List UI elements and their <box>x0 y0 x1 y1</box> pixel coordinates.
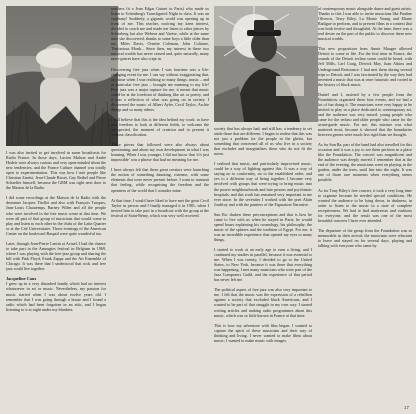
paragraph: I started to work at an early age to earn a living, and I continued my studies in parallel, because it was essential to me. When I was twenty, I decided to go to the United States, to New York, because it was there that everything was happening. I met many musicians who were part of the Jazz Composers Guild, and the experience of that period has never left me. <box>214 246 312 283</box>
paragraph: This new proposition from Annie Mauger allowed Detroit to come to life. For the first time in France, the sounds of the Detroit techno scene could be heard, with Jeff Mills, Carl Craig, Derrick May, Juan Atkins and Underground Resistance. I had met them during several trips to Detroit, and I was fascinated by the way they had invented a music that was at once futuristic and rooted in the history of black music. <box>318 46 412 87</box>
photo-man-with-hat-image <box>214 6 318 122</box>
paragraph: Daniel and I, assisted by a few people from the Foundation, organised these four events, and we had a lot of fun doing it. The musicians were very happy to be invited to play in a place dedicated to contemporary art, and the audience was very mixed: young people who came for the techno and older people who came for the avant-garde music. For me, this mixture was what mattered most, because it showed that the boundaries between genres were much less rigid than we thought. <box>318 91 412 138</box>
page-number: 17 <box>404 405 409 410</box>
text-column-1 <box>6 150 106 312</box>
paragraph: These pieces that followed were also always about questioning, and about my own development in what I was learning. When I was younger, I did not know that ‘it's just impossible’ was a phrase that had no meaning for me. <box>111 142 209 163</box>
text-column-4 <box>318 6 412 248</box>
paragraph: society that has always had, and still has, a tendency to set aside those that are different. I began to realise that this was not just a problem for the people in the ghetto, but something that concerned all of us who live in a society that excludes and marginalises those who do not fit the norm. <box>214 126 312 157</box>
paragraph: I have always felt that these great creators were launching the notion of something daunting, extreme, with some elements that were never present before. I want to transmit that feeling, while recognising the freedom and the openness of the world that I consider mine. <box>111 167 209 193</box>
paragraph: teachers fit a Jean Edgar Guinet in Paris) who made us listen to Schönberg's Transfigured Night in class. It was an epiphany! Suddenly, a gigantic world was opening up in front of me. This teacher, noticing my keen interest, decided to coach me and made me listen to other pieces by Schönberg but also Webern and Varèse, while at the same time she discovered, thanks to some boys a little older than me, Miles Davis, Ornette Coleman, John Coltrane, Thelonious Monk... Since then, my interest in these two musical worlds has never ceased and, quite naturally, many more genres have also crept in. <box>111 6 209 62</box>
photo-woman-in-grass <box>6 6 118 146</box>
text-column-2 <box>111 6 209 218</box>
paragraph: I did some recordings at the Maison de la Radio with the drummer Jacques Thollot and also with François Tusques, Jean-Louis Chautemps, Barney Wilen and all the people who were involved in the free music scene at that time. We were all part of that group of musicians that would come to play and listen to each other in the clubs of the Latin Quarter or at the Cité Universitaire. Those evenings of the American Center on the boulevard Raspail were quite wonderful too. <box>6 195 106 236</box>
paragraph: of contemporary music alongside dance and guest artists. Thanks to this I was able to invite musicians like Pauline Oliveros, Terry Riley, La Monte Young and Eliane Radigue to perform, and to present films in a context that was both festive and thoughtful. At the time, there was a real desire on the part of the public to discover these new musical worlds. <box>318 6 412 42</box>
paragraph: This is how my adventure with film began. I wanted to capture the spirit of these musicians and their way of thinking and living. I never wanted to make films about music; I wanted to make music with images. <box>214 322 312 343</box>
paragraph: Later, through Jean-Pierre Lentin at Actuel, I had the chance to take part in the Amougies festival in Belgium in 1969, where I was playing with the free-jazz group and sharing the bill with Pink Floyd, Frank Zappa and the Art Ensemble of Chicago. It was there that I understood that rock and free jazz could live together. <box>6 240 106 271</box>
paragraph: As for Tony Riley's free concert, it took a very long time to organise because he needed special conditions. He wanted the audience to be lying down, in darkness, in order to listen to the music in a state of complete receptiveness. We had to find mattresses and cushions for everyone, and the result was one of the most beautiful concerts I have ever attended. <box>318 187 412 223</box>
paragraph: I realised that music, and particularly improvised music, could be a way of fighting against this. It was a way of saying no to conformity, no to the established order, and yes to a different way of being together. I became very involved with groups that were trying to bring music into the poorer neighbourhoods and into prisons and psychiatric hospitals, and this work has remained very important to me ever since. In the seventies I worked with the poet Alain Jouffroy and with the painters of the Figuration Narrative. <box>214 161 312 207</box>
paragraph: Discovering free jazz when I was fourteen was a life-changing event for me. I can say without exaggerating that, at a time when I was realising so many things, music – and in particular free jazz – brought me meaning to my life! Free jazz was a major rupture for me, it meant that music could be at the forefront of thinking like art or poetry, and it was a reflection of what was going on in society. I discovered the music of Albert Ayler, Cecil Taylor, Archie Shepp and so many others. <box>111 66 209 112</box>
paragraph: I still believe that this is the idea behind my work: to have that freedom to look at different fields, to welcome the unexpected, the moment of creation and to present it without classification. <box>111 116 209 138</box>
paragraph: At that time, I would have liked to have met the great Cecil Taylor in person and I finally managed it in 1981, when I invited him to take part in a broadcast with the group at the festival of Saint-Rémy, which was very well received. <box>111 197 209 218</box>
photo-woman-in-grass-image <box>6 6 118 146</box>
section-heading: Jacqueline Caux <box>6 276 37 282</box>
text-column-3-body <box>214 126 312 343</box>
paragraph: The political aspect of free jazz was also very important to me. I felt that the music was the expression of a rebellion against a society that excluded black Americans, and I wanted to be part of that struggle in my own way. I started writing articles and making radio programmes about this music, which was so little known in France at that time. <box>214 287 312 318</box>
paragraph: As for Sun Ra, part of the band had also travelled for this occasion and it was a joy to see them perform in a place like the Foundation. The concert was magnificent and the audience was deeply moved. I remember that at the end of the evening, the musicians went on playing in the garden, under the trees, until late into the night. It was one of those rare moments when everything seems possible. <box>318 142 412 183</box>
paragraph: I was also invited to get involved in some broadcasts for Radio France. In those days, Lucien Malson and André Hodeir were always curious and very open-minded about the new tendencies, and the France Culture channel was totally open to experimentation. This was how I met people like Christian Zanési, Jean-Claude Risset, Guy Reibel and Pierre Schaeffer himself, because the GRM was right next door to the Maison de la Radio. <box>6 150 106 191</box>
paragraph: Sun Ra: shaken these preconceptions and that is how he came to live with us when he stayed in Paris; he would spend hours explaining his cosmology, his philosophy, the music of the spheres and the tradition of Egypt. For me, it was an incredible experience that opened my eyes to many things. <box>214 211 312 242</box>
paragraph: I grew up in a very disturbed family which had no interest whatsoever in art or music. Nevertheless, my passion for music started when I was about twelve years old. I remember that I was going through a house and I found a radio which had been forgotten in an attic, and I began listening to it at night under my blankets. <box>6 281 106 312</box>
paragraph: The departure of the group from the Foundation was as memorable as their arrival; the musicians were reluctant to leave and stayed on for several days, playing and talking with everyone who came by. <box>318 227 412 248</box>
photo-man-with-hat <box>214 6 318 122</box>
